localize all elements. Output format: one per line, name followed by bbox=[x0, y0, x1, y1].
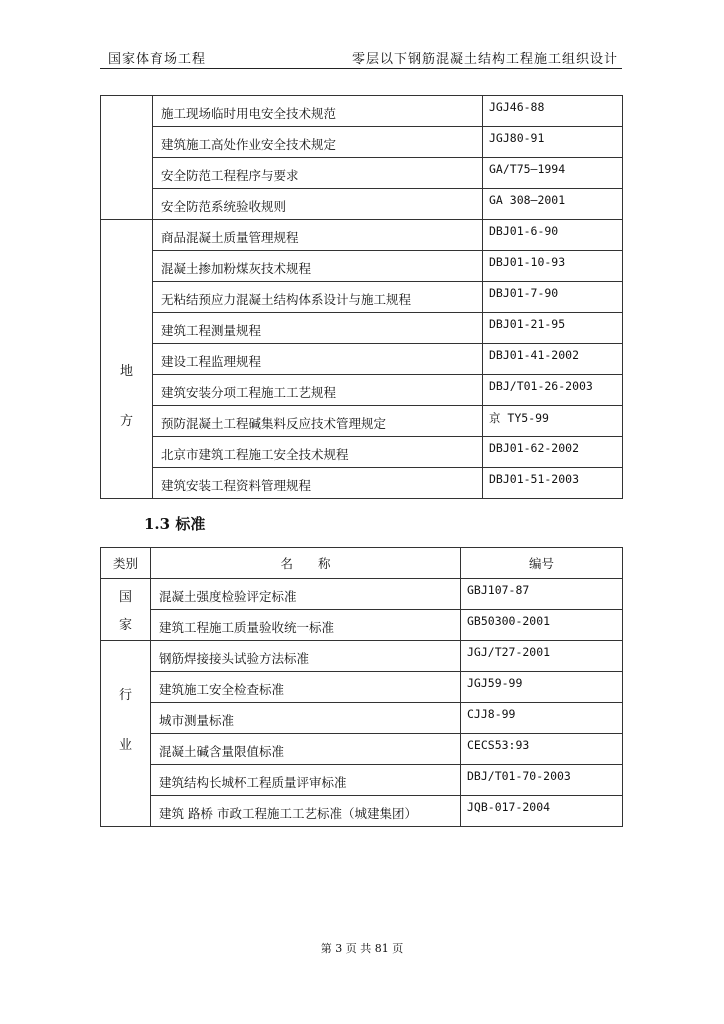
spec-code: DBJ01-51-2003 bbox=[483, 468, 623, 499]
table-row bbox=[101, 796, 623, 827]
table-row bbox=[101, 344, 623, 375]
spec-code: DBJ01-62-2002 bbox=[483, 437, 623, 468]
spec-code: DBJ/T01-26-2003 bbox=[483, 375, 623, 406]
standards-table bbox=[100, 547, 623, 827]
standard-code: CJJ8-99 bbox=[461, 703, 623, 734]
spec-code: JGJ80-91 bbox=[483, 127, 623, 158]
spec-name: 建筑安装分项工程施工工艺规程 bbox=[153, 375, 483, 406]
table-row bbox=[101, 375, 623, 406]
spec-name: 建设工程监理规程 bbox=[153, 344, 483, 375]
spec-code: DBJ01-41-2002 bbox=[483, 344, 623, 375]
specifications-table bbox=[100, 95, 623, 499]
category-industry bbox=[101, 641, 151, 827]
standard-name: 建筑结构长城杯工程质量评审标准 bbox=[151, 765, 461, 796]
spec-name: 混凝土掺加粉煤灰技术规程 bbox=[153, 251, 483, 282]
table-row bbox=[101, 158, 623, 189]
page-footer: 第 3 页 共 81 页 bbox=[320, 942, 404, 955]
spec-code: DBJ01-21-95 bbox=[483, 313, 623, 344]
standard-name: 钢筋焊接接头试验方法标准 bbox=[151, 641, 461, 672]
standard-name: 城市测量标准 bbox=[151, 703, 461, 734]
standard-name: 建筑工程施工质量验收统一标准 bbox=[151, 610, 461, 641]
spec-code: GA/T75—1994 bbox=[483, 158, 623, 189]
standard-code: JGJ59-99 bbox=[461, 672, 623, 703]
category-local-char: 方 bbox=[119, 413, 133, 429]
spec-name: 安全防范系统验收规则 bbox=[153, 189, 483, 220]
header-rule bbox=[100, 68, 622, 69]
standard-code: CECS53:93 bbox=[461, 734, 623, 765]
spec-name: 商品混凝土质量管理规程 bbox=[153, 220, 483, 251]
column-header-name: 名 称 bbox=[151, 548, 461, 579]
spec-code: JGJ46-88 bbox=[483, 96, 623, 127]
category-cell-blank bbox=[101, 96, 153, 220]
table-row bbox=[101, 282, 623, 313]
table-row bbox=[101, 703, 623, 734]
spec-code: DBJ01-6-90 bbox=[483, 220, 623, 251]
standard-name: 混凝土强度检验评定标准 bbox=[151, 579, 461, 610]
standard-name: 建筑施工安全检查标准 bbox=[151, 672, 461, 703]
spec-name: 预防混凝土工程碱集料反应技术管理规定 bbox=[153, 406, 483, 437]
category-local-char: 地 bbox=[119, 363, 133, 379]
standard-name: 混凝土碱含量限值标准 bbox=[151, 734, 461, 765]
category-national-char: 家 bbox=[118, 618, 132, 633]
category-industry-char: 业 bbox=[118, 738, 132, 753]
category-local bbox=[101, 220, 153, 499]
table-row bbox=[101, 579, 623, 610]
table-row bbox=[101, 734, 623, 765]
header-project-name: 国家体育场工程 bbox=[108, 52, 207, 67]
table-row bbox=[101, 189, 623, 220]
standard-code: GBJ107-87 bbox=[461, 579, 623, 610]
column-header-code: 编号 bbox=[461, 548, 623, 579]
spec-name: 建筑工程测量规程 bbox=[153, 313, 483, 344]
spec-name: 施工现场临时用电安全技术规范 bbox=[153, 96, 483, 127]
table-row bbox=[101, 406, 623, 437]
column-header-category: 类别 bbox=[101, 548, 151, 579]
table-row bbox=[101, 468, 623, 499]
table-row bbox=[101, 437, 623, 468]
standard-code: DBJ/T01-70-2003 bbox=[461, 765, 623, 796]
spec-code: 京 TY5-99 bbox=[483, 406, 623, 437]
table-row bbox=[101, 672, 623, 703]
spec-code: GA 308—2001 bbox=[483, 189, 623, 220]
table-header-row bbox=[101, 548, 623, 579]
spec-name: 无粘结预应力混凝土结构体系设计与施工规程 bbox=[153, 282, 483, 313]
category-national-char: 国 bbox=[118, 590, 132, 605]
spec-name: 建筑安装工程资料管理规程 bbox=[153, 468, 483, 499]
table-row bbox=[101, 765, 623, 796]
table-row bbox=[101, 251, 623, 282]
spec-name: 建筑施工高处作业安全技术规定 bbox=[153, 127, 483, 158]
table-row bbox=[101, 313, 623, 344]
spec-code: DBJ01-7-90 bbox=[483, 282, 623, 313]
table-row bbox=[101, 610, 623, 641]
section-title: 1.3 标准 bbox=[144, 515, 206, 533]
category-industry-char: 行 bbox=[118, 688, 132, 703]
page-header bbox=[108, 48, 618, 68]
spec-name: 安全防范工程程序与要求 bbox=[153, 158, 483, 189]
standard-code: JGJ/T27-2001 bbox=[461, 641, 623, 672]
spec-code: DBJ01-10-93 bbox=[483, 251, 623, 282]
spec-name: 北京市建筑工程施工安全技术规程 bbox=[153, 437, 483, 468]
standard-name: 建筑 路桥 市政工程施工工艺标准（城建集团） bbox=[151, 796, 461, 827]
standard-code: GB50300-2001 bbox=[461, 610, 623, 641]
category-national bbox=[101, 579, 151, 641]
table-row bbox=[101, 127, 623, 158]
header-document-title: 零层以下钢筋混凝土结构工程施工组织设计 bbox=[351, 52, 618, 67]
standard-code: JQB-017-2004 bbox=[461, 796, 623, 827]
table-row bbox=[101, 96, 623, 127]
table-row bbox=[101, 641, 623, 672]
table-row bbox=[101, 220, 623, 251]
